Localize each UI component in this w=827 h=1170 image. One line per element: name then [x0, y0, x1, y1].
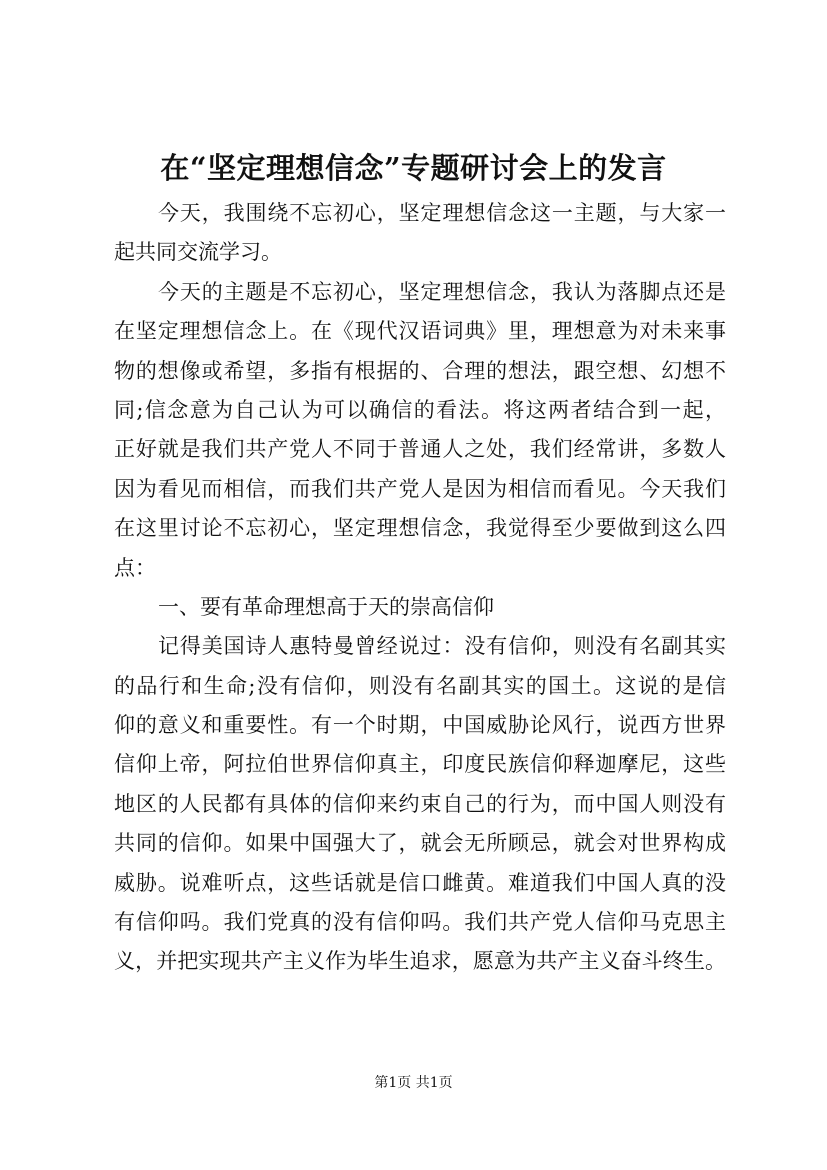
text-line: 仰的意义和重要性。有一个时期，中国威胁论风行，说西方世界 [114, 713, 726, 738]
text-line: 记得美国诗人惠特曼曾经说过：没有信仰，则没有名副其实 [158, 634, 726, 659]
page-footer: 第1页 共1页 [374, 1075, 453, 1091]
text-line: 共同的信仰。如果中国强大了，就会无所顾忌，就会对世界构成 [114, 831, 726, 856]
text-line: 有信仰吗。我们党真的没有信仰吗。我们共产党人信仰马克思主 [114, 910, 726, 935]
text-line: 威胁。说难听点，这些话就是信口雌黄。难道我们中国人真的没 [114, 870, 726, 895]
text-line: 地区的人民都有具体的信仰来约束自己的行为，而中国人则没有 [114, 791, 726, 816]
text-line: 的品行和生命;没有信仰，则没有名副其实的国土。这说的是信 [114, 673, 726, 698]
text-line: 因为看见而相信，而我们共产党人是因为相信而看见。今天我们 [114, 476, 726, 501]
section-heading: 一、要有革命理想高于天的崇高信仰 [158, 594, 494, 619]
text-line: 在坚定理想信念上。在《现代汉语词典》里，理想意为对未来事 [114, 319, 726, 344]
document-title: 在“坚定理想信念”专题研讨会上的发言 [160, 151, 667, 185]
text-line: 今天，我围绕不忘初心，坚定理想信念这一主题，与大家一 [158, 201, 726, 225]
text-line: 义，并把实现共产主义作为毕生追求，愿意为共产主义奋斗终生。 [114, 949, 726, 974]
text-line: 点： [114, 555, 156, 580]
document-body [114, 194, 726, 982]
text-line: 起共同交流学习。 [114, 240, 282, 265]
text-line: 信仰上帝，阿拉伯世界信仰真主，印度民族信仰释迦摩尼，这些 [114, 752, 726, 777]
text-line: 物的想像或希望，多指有根据的、合理的想法，跟空想、幻想不 [114, 358, 726, 383]
text-line: 今天的主题是不忘初心，坚定理想信念，我认为落脚点还是 [158, 279, 726, 304]
text-line: 在这里讨论不忘初心，坚定理想信念，我觉得至少要做到这么四 [114, 516, 726, 541]
text-line: 正好就是我们共产党人不同于普通人之处，我们经常讲，多数人 [114, 437, 726, 462]
text-line: 同;信念意为自己认为可以确信的看法。将这两者结合到一起， [114, 397, 726, 422]
